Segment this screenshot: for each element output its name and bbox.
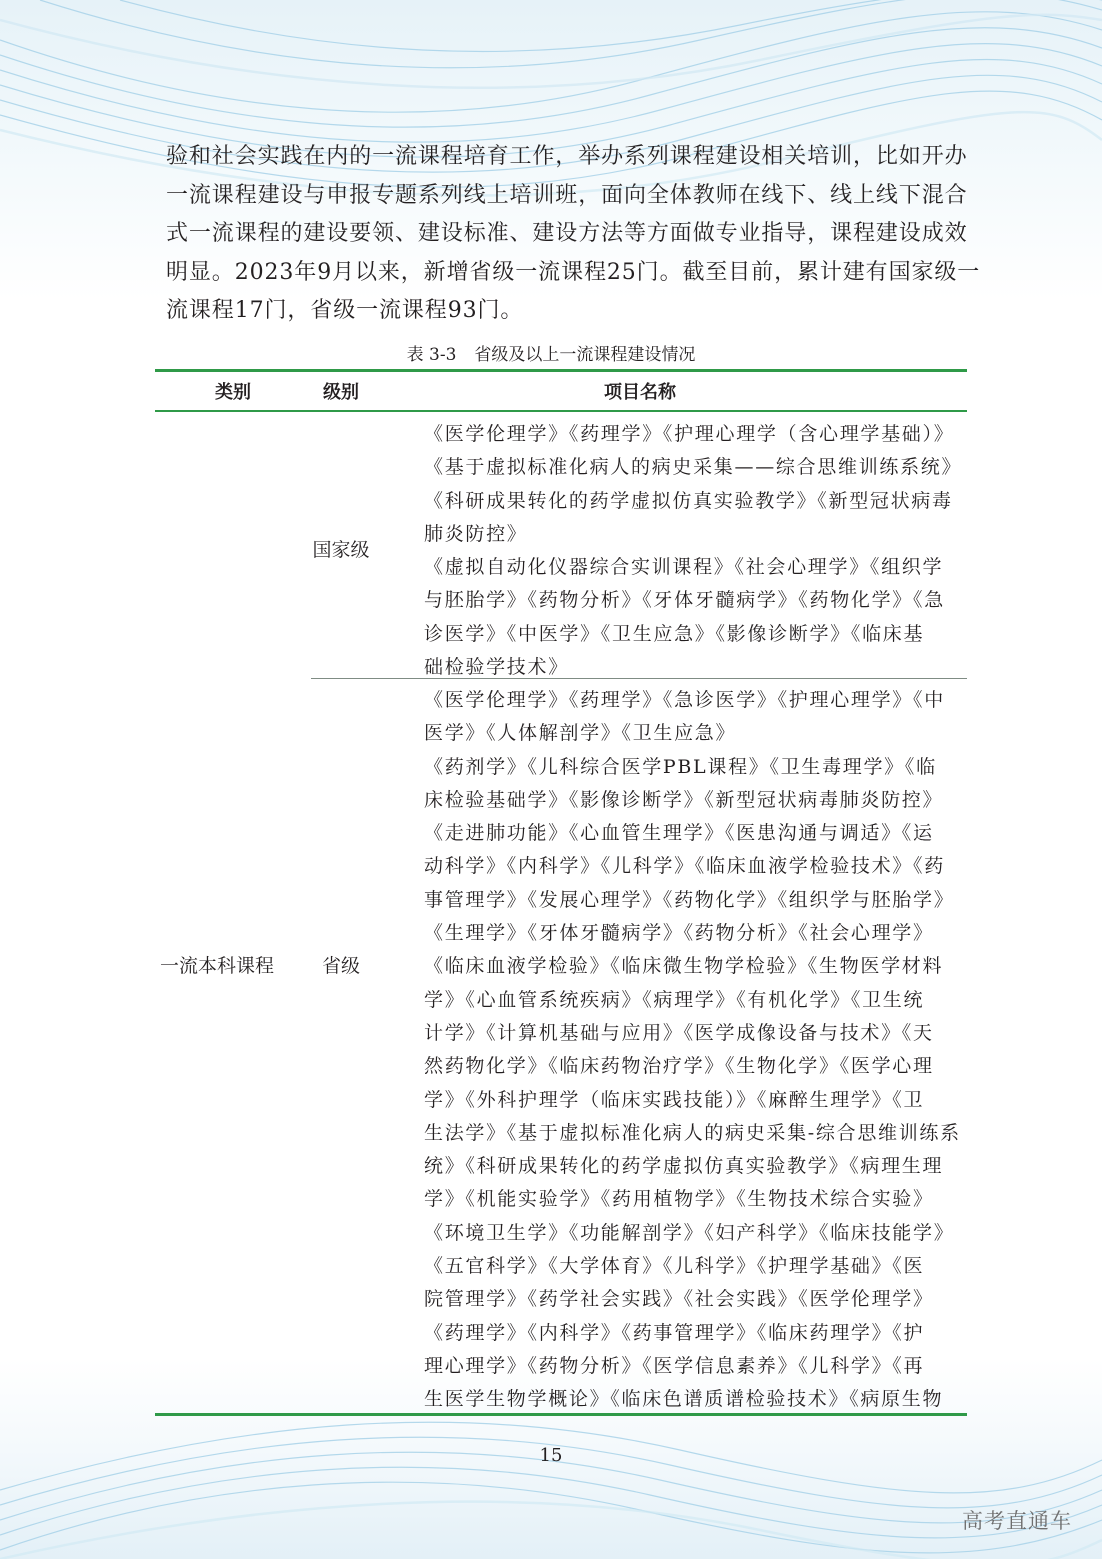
table-caption	[0, 343, 1102, 367]
course-line: 《五官科学》《大学体育》《儿科学》《护理学基础》《医	[424, 1255, 925, 1278]
course-line: 学》《心血管系统疾病》《病理学》《有机化学》《卫生统	[424, 988, 925, 1011]
course-line: 诊医学》《中医学》《卫生应急》《影像诊断学》《临床基	[424, 622, 925, 645]
course-line: 《生理学》《牙体牙髓病学》《药物分析》《社会心理学》	[424, 922, 934, 945]
table-caption-title: 省级及以上一流课程建设情况	[474, 345, 696, 365]
provincial-course-list	[424, 684, 964, 1417]
level-cell-provincial: 省级	[321, 955, 360, 977]
course-line: 础检验学技术》	[424, 656, 569, 679]
level-divider	[311, 678, 967, 679]
paragraph-line: 流课程17门，省级一流课程93门。	[166, 298, 524, 323]
page-number: 15	[539, 1445, 563, 1466]
course-line: 院管理学》《药学社会实践》《社会实践》《医学伦理学》	[424, 1288, 934, 1311]
course-line: 计学》《计算机基础与应用》《医学成像设备与技术》《天	[424, 1021, 934, 1044]
course-line: 《医学伦理学》《药理学》《护理心理学（含心理学基础）》	[424, 423, 955, 445]
course-line: 生法学》《基于虚拟标准化病人的病史采集-综合思维训练系	[424, 1121, 961, 1144]
course-line: 《环境卫生学》《功能解剖学》《妇产科学》《临床技能学》	[424, 1221, 955, 1244]
header-level: 级别	[323, 382, 359, 403]
paragraph-line: 式一流课程的建设要领、建设标准、建设方法等方面做专业指导，课程建设成效	[166, 221, 968, 246]
table-caption-number: 表 3-3	[406, 345, 457, 365]
course-line: 学》《机能实验学》《药用植物学》《生物技术综合实验》	[424, 1188, 934, 1211]
course-line: 《科研成果转化的药学虚拟仿真实验教学》《新型冠状病毒	[424, 489, 953, 512]
paragraph-line: 一流课程建设与申报专题系列线上培训班，面向全体教师在线下、线上线下混合	[166, 182, 968, 208]
course-line: 《走进肺功能》《心血管生理学》《医患沟通与调适》《运	[424, 822, 934, 845]
header-project-name: 项目名称	[604, 382, 676, 403]
course-line: 事管理学》《发展心理学》《药物化学》《组织学与胚胎学》	[424, 888, 955, 911]
course-line: 肺炎防控》	[424, 522, 528, 545]
course-line: 统》《科研成果转化的药学虚拟仿真实验教学》《病理生理	[424, 1155, 944, 1178]
paragraph-line: 明显。2023年9月以来，新增省级一流课程25门。截至目前，累计建有国家级一	[166, 259, 981, 285]
course-line: 床检验基础学》《影像诊断学》《新型冠状病毒肺炎防控》	[424, 788, 944, 811]
table-top-rule	[155, 369, 967, 372]
national-course-list	[424, 418, 964, 684]
level-cell-national: 国家级	[312, 539, 370, 561]
table-header-rule	[155, 410, 967, 412]
course-line: 《临床血液学检验》《临床微生物学检验》《生物医学材料	[424, 955, 944, 978]
course-line: 动科学》《内科学》《儿科学》《临床血液学检验技术》《药	[424, 855, 945, 878]
course-line: 《基于虚拟标准化病人的病史采集——综合思维训练系统》	[424, 456, 963, 479]
course-line: 然药物化学》《临床药物治疗学》《生物化学》《医学心理	[424, 1055, 934, 1078]
table-bottom-rule	[155, 1413, 967, 1416]
course-line: 《虚拟自动化仪器综合实训课程》《社会心理学》《组织学	[424, 556, 944, 579]
course-line: 理心理学》《药物分析》《医学信息素养》《儿科学》《再	[424, 1354, 925, 1377]
course-line: 《医学伦理学》《药理学》《急诊医学》《护理心理学》《中	[424, 689, 945, 711]
course-line: 学》《外科护理学（临床实践技能）》《麻醉生理学》《卫	[424, 1088, 925, 1111]
course-line: 与胚胎学》《药物分析》《牙体牙髓病学》《药物化学》《急	[424, 589, 945, 612]
header-category: 类别	[215, 382, 251, 403]
course-line: 《药理学》《内科学》《药事管理学》《临床药理学》《护	[424, 1321, 925, 1344]
category-cell: 一流本科课程	[159, 955, 274, 977]
paragraph-line: 验和社会实践在内的一流课程培育工作，举办系列课程建设相关培训，比如开办	[166, 144, 968, 169]
body-paragraph	[166, 138, 981, 331]
watermark-text: 高考直通车	[962, 1509, 1072, 1533]
course-line: 医学》《人体解剖学》《卫生应急》	[424, 722, 737, 745]
course-line: 《药剂学》《儿科综合医学PBL课程》《卫生毒理学》《临	[424, 755, 937, 778]
course-line: 生医学生物学概论》《临床色谱质谱检验技术》《病原生物	[424, 1388, 944, 1411]
